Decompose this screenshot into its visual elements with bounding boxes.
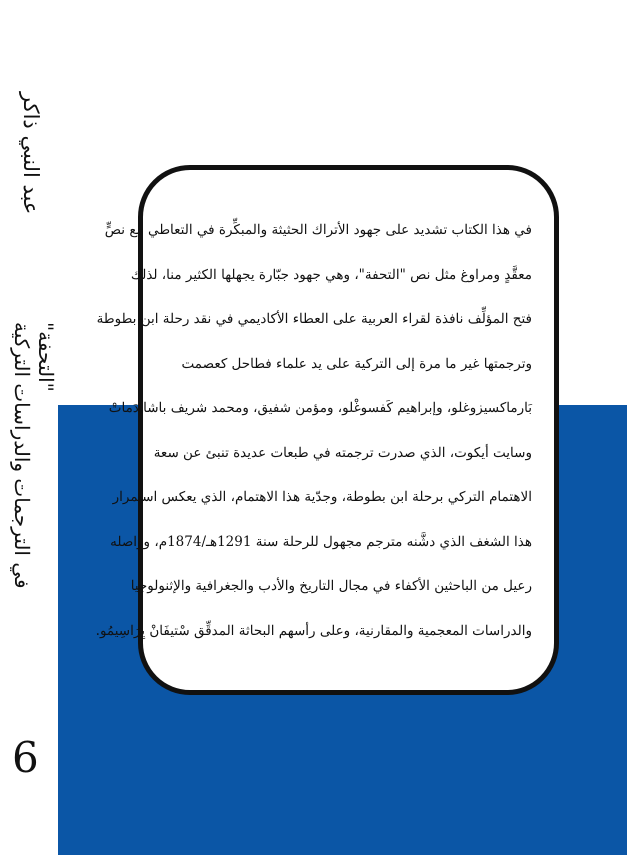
blurb-line: في هذا الكتاب تشديد على جهود الأتراك الحثيثة والمبكِّرة في التعاطي مع نصٍّ — [104, 222, 532, 238]
blurb-line: فتح المؤلِّف نافذة لقراء العربية على العطاء الأكاديمي في نقد رحلة ابن بطوطة — [96, 311, 532, 327]
blurb-line: الاهتمام التركي برحلة ابن بطوطة، وجدّية هذا الاهتمام، الذي يعكس استمرار — [112, 489, 532, 505]
blurb-line: هذا الشغف الذي دشَّنه مترجم مجهول للرحلة سنة 1291هـ/1874م، وواصله — [110, 533, 532, 550]
blurb-line: رعيل من الباحثين الأكفاء في مجال التاريخ والأدب والجغرافية والإثنولوجيا — [130, 578, 532, 594]
blurb-line: بَارماكسيزوغلو، وإبراهيم كَفسوغْلو، ومؤمن شفيق، ومحمد شريف باشا دَماتْ — [108, 400, 532, 416]
spine-title-line-1: "التحفة" — [34, 322, 58, 392]
spine-title-line-2: في الترجمات والدراسات التركية — [10, 322, 34, 589]
spine-book-title — [4, 322, 58, 589]
blurb-text — [95, 208, 532, 653]
back-cover-blurb-card — [95, 165, 559, 695]
blurb-line: وترجمتها غير ما مرة إلى التركية على يد علماء فطاحل كعصمت — [181, 355, 532, 372]
page-number: 6 — [12, 733, 39, 782]
blurb-line: وسايت أيكوت، الذي صدرت ترجمته في طبعات عديدة تنبئ عن سعة — [153, 444, 532, 461]
spine-author-name: عبد النبي ذاكر — [19, 92, 43, 215]
blurb-line: والدراسات المعجمية والمقارنية، وعلى رأسهم البحاثة المدقِّق سْتيفَانْ يِرَاسِيمُو. — [95, 622, 532, 639]
book-spine — [0, 0, 58, 700]
blurb-line: معقَّدٍ ومراوغ مثل نص "التحفة"، وهي جهود جبّارة يجهلها الكثير منا، لذلك — [130, 266, 532, 283]
